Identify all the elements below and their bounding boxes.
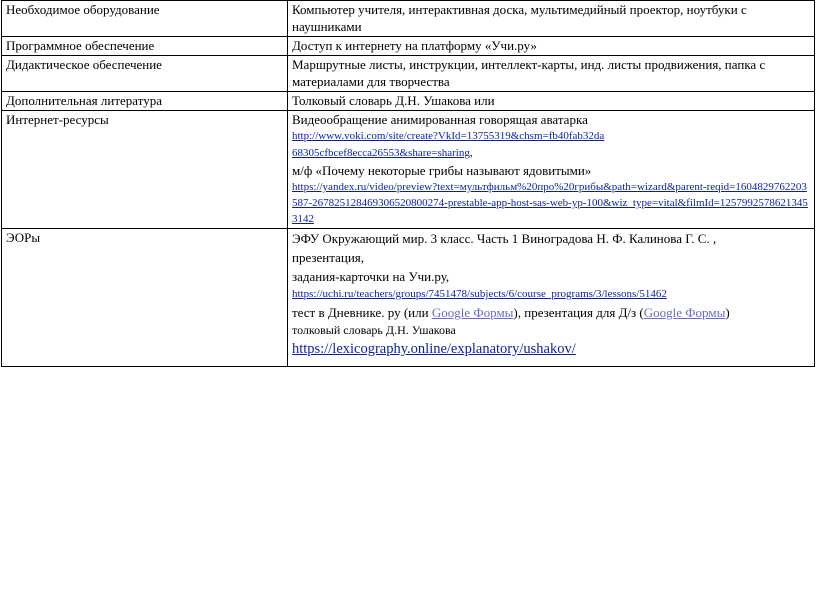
row-label: Интернет-ресурсы [2,111,288,229]
table-row [2,229,815,367]
resources-table [1,0,815,367]
test-line: тест в Дневнике. ру (или Google Формы), презентация для Д/з (Google Формы) [292,305,730,320]
table-row [2,92,815,111]
row-value: Маршрутные листы, инструкции, интеллект-карты, инд. листы продвижения, папка с материалами для творчества [288,56,815,92]
row-label: ЭОРы [2,229,288,367]
table-row [2,1,815,37]
row-label: Дидактическое обеспечение [2,56,288,92]
voki-link-part2[interactable]: 68305cfbcef8ecca26553&share=sharing, [292,147,473,159]
yandex-video-link[interactable]: https://yandex.ru/video/preview?text=мультфильм%20про%20грибы&path=wizard&parent-reqid=1604829762203587-267825128469306520800274-prestable-app-host-sas-web-yp-100&wiz_type=vital&filmId=12579925786213453142 [292,181,808,225]
table-row [2,111,815,229]
row-label: Необходимое оборудование [2,1,288,37]
google-forms-link[interactable]: Google Формы [431,305,514,320]
google-forms-link-2[interactable]: Google Формы [643,305,726,320]
cards-text: задания-карточки на Учи.ру, [292,269,450,284]
table-row [2,56,815,92]
row-label: Программное обеспечение [2,37,288,56]
row-value: Доступ к интернету на платформу «Учи.ру» [288,37,815,56]
dictionary-text: толковый словарь Д.Н. Ушакова [292,323,456,337]
presentation-text: презентация, [292,250,365,265]
row-value [288,111,815,229]
efu-text: ЭФУ Окружающий мир. 3 класс. Часть 1 Виноградова Н. Ф. Калинова Г. С. , [292,231,717,246]
lexicography-link[interactable]: https://lexicography.online/explanatory/ushakov/ [292,341,576,357]
table-row [2,37,815,56]
row-value: Компьютер учителя, интерактивная доска, мультимедийный проектор, ноутбуки с наушниками [288,1,815,37]
row-label: Дополнительная литература [2,92,288,111]
uchi-lesson-link[interactable]: https://uchi.ru/teachers/groups/7451478/subjects/6/course_programs/3/lessons/51462 [292,288,667,300]
row-value: Толковый словарь Д.Н. Ушакова или [288,92,815,111]
row-value [288,229,815,367]
video-avatar-text: Видеообращение анимированная говорящая аватарка [292,112,588,127]
cartoon-title: м/ф «Почему некоторые грибы называют ядовитыми» [292,163,592,178]
voki-link-part1[interactable]: http://www.voki.com/site/create?VkId=13755319&chsm=fb40fab32da [292,130,605,142]
